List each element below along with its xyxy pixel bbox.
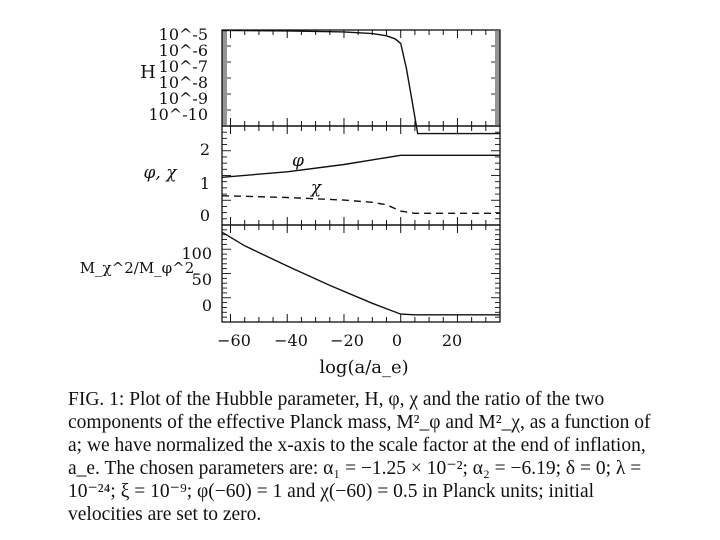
top-y-axis-label: H [140,62,156,83]
top-y-tick-labels [148,25,208,124]
panel-frame-0 [222,30,500,126]
middle-ytick-label: 2 [199,140,210,159]
bottom-y-axis-label: M_χ^2/M_φ^2 [79,259,195,277]
top-ytick-label: 10^-7 [158,57,208,76]
middle-y-axis-label: φ, χ [143,163,177,183]
series-line-0-0 [222,30,500,133]
top-ytick-label: 10^-9 [158,89,208,108]
top-ytick-label: 10^-8 [158,73,208,92]
data-curves [222,30,500,314]
top-ytick-label: 10^-6 [158,41,208,60]
xtick-label: −40 [274,331,308,350]
top-ytick-label: 10^-10 [148,105,208,124]
xtick-label: 0 [391,331,403,350]
bottom-ytick-label: 0 [201,296,212,315]
xtick-label: −20 [330,331,364,350]
chi-series-label: χ [310,178,322,198]
panel-frames [222,30,500,322]
panel-frame-1 [222,126,500,225]
figure-caption: FIG. 1: Plot of the Hubble parameter, H, φ, χ and the ratio of the two components of the effective Planck mass, M²_φ and M²_χ, as a function of a; we have normalized the x-axis to the scale factor at the end of inflation, a_e. The chosen parameters are: α₁ = −1.25 × 10⁻²; α₂ = −6.19; δ = 0; λ = 10⁻²⁴; ξ = 10⁻⁹; φ(−60) = 1 and χ(−60) = 0.5 in Planck units; initial velocities are set to zero. [68,389,651,525]
x-axis-label: log(a/a_e) [319,357,409,378]
bottom-y-tick-labels [181,244,212,315]
phi-series-label: φ [292,151,304,171]
middle-ytick-label: 1 [199,174,210,193]
bottom-ytick-label: 50 [191,270,212,289]
xtick-label: 20 [441,331,463,350]
series-line-2-0 [222,232,500,315]
x-tick-labels [217,331,462,350]
top-ytick-label: 10^-5 [158,25,208,44]
bottom-ytick-label: 100 [181,244,212,263]
series-line-1-0 [222,155,500,177]
middle-ytick-label: 0 [199,206,210,225]
middle-y-tick-labels [200,140,210,225]
xtick-label: −60 [217,331,251,350]
tick-marks [222,30,500,322]
panel-frame-2 [222,225,500,322]
series-line-1-1 [222,196,500,214]
